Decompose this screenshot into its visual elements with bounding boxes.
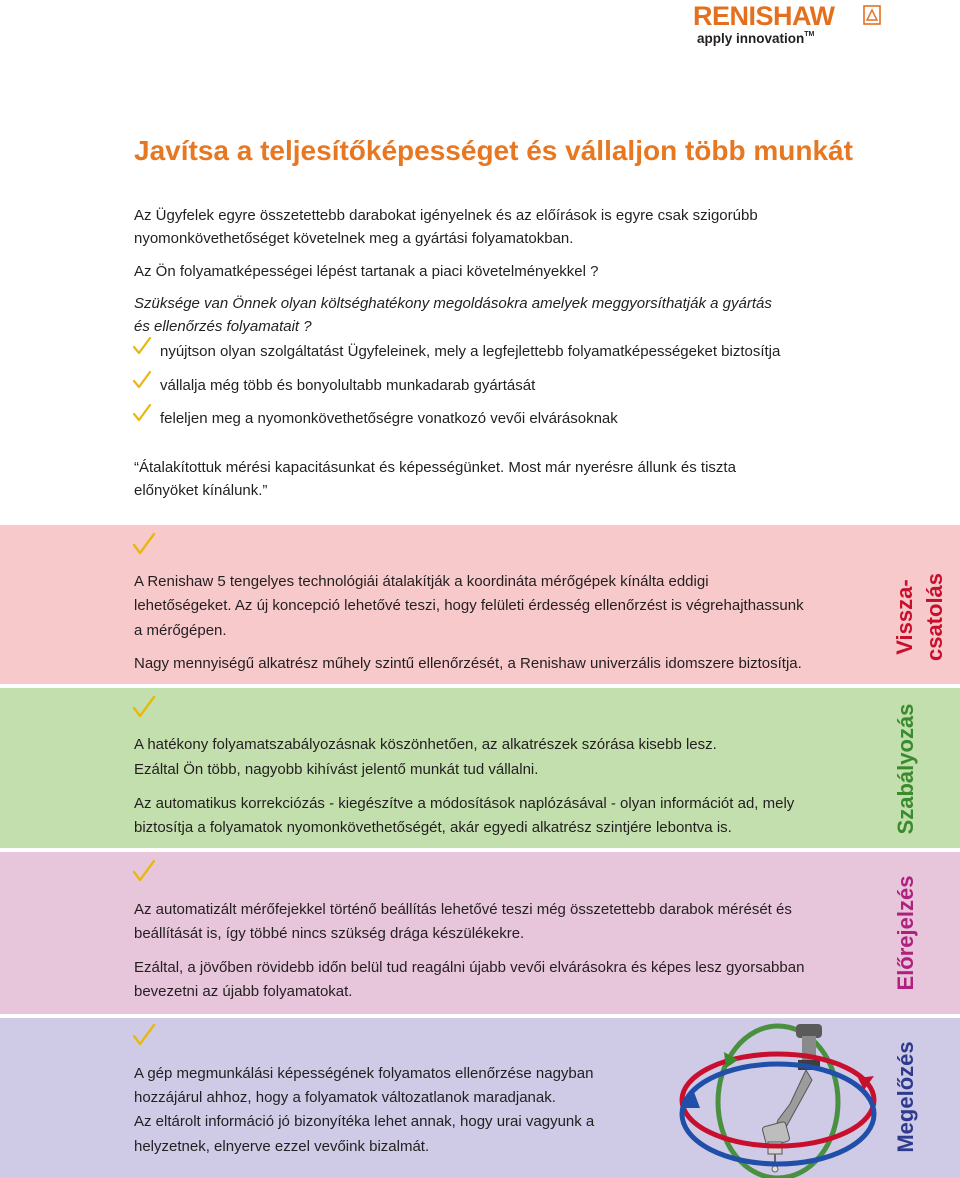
side-label-feedback bbox=[890, 547, 950, 687]
side-label-control: Szabályozás bbox=[893, 703, 918, 835]
band-text-line: biztosítja a folyamatok nyomonkövethetőségét, akár egyedi alkatrész szintjére lebontva is. bbox=[134, 819, 732, 836]
bullet-item-2: vállalja még több és bonyolultabb munkadarab gyártását bbox=[160, 377, 536, 394]
intro-paragraph-3-line-2: és ellenőrzés folyamatait ? bbox=[134, 318, 312, 335]
page-title: Javítsa a teljesítőképességet és vállaljon több munkát bbox=[134, 135, 853, 166]
logo-wordmark: RENISHAW bbox=[693, 1, 835, 31]
band-text-line: Ezáltal Ön több, nagyobb kihívást jelentő munkát tud vállalni. bbox=[134, 761, 539, 778]
checkmark-icon bbox=[132, 370, 152, 390]
trademark-mark: TM bbox=[804, 31, 815, 38]
probe-rotation-illustration bbox=[678, 1020, 878, 1178]
checkmark-icon bbox=[132, 532, 156, 556]
renishaw-logo bbox=[693, 2, 889, 46]
side-label-prevention: Megelőzés bbox=[893, 1041, 918, 1153]
control-band bbox=[0, 688, 960, 848]
bullet-item-3: feleljen meg a nyomonkövethetőségre vonatkozó vevői elvárásoknak bbox=[160, 410, 618, 427]
band-text-line: A Renishaw 5 tengelyes technológiái átalakítják a koordináta mérőgépek kínálta eddigi bbox=[134, 573, 709, 590]
band-text-line: Az eltárolt információ jó bizonyítéka lehet annak, hogy urai vagyunk a bbox=[134, 1113, 595, 1130]
quote-line-2: előnyöket kínálunk.” bbox=[134, 482, 268, 499]
intro-paragraph-2: Az Ön folyamatképességei lépést tartanak a piaci követelményekkel ? bbox=[134, 263, 599, 280]
intro-paragraph-3-line-1: Szüksége van Önnek olyan költséghatékony megoldásokra amelyek meggyorsíthatják a gyártás bbox=[134, 295, 772, 312]
checkmark-icon bbox=[132, 336, 152, 356]
side-label-forecast: Előrejelzés bbox=[893, 875, 918, 991]
logo-emblem-icon bbox=[863, 5, 881, 25]
band-text-line: A gép megmunkálási képességének folyamatos ellenőrzése nagyban bbox=[134, 1065, 594, 1082]
side-label-feedback-line-2: csatolás bbox=[922, 572, 947, 662]
logo-tagline-text: apply innovation bbox=[697, 31, 805, 46]
band-text-line: lehetőségeket. Az új koncepció lehetővé teszi, hogy felületi érdesség ellenőrzést is végrehajthassunk bbox=[134, 597, 804, 614]
band-text-line: hozzájárul ahhoz, hogy a folyamatok változatlanok maradjanak. bbox=[134, 1089, 556, 1106]
band-text-line: beállítását is, így többé nincs szükség drága készülékekre. bbox=[134, 925, 525, 942]
quote-line-1: “Átalakítottuk mérési kapacitásunkat és képességünket. Most már nyerésre állunk és tiszta bbox=[134, 459, 736, 476]
logo-tagline bbox=[697, 31, 814, 47]
band-text-line: helyzetnek, elnyerve ezzel vevőink bizalmát. bbox=[134, 1138, 430, 1155]
feedback-band bbox=[0, 525, 960, 684]
band-text-line: a mérőgépen. bbox=[134, 622, 227, 639]
intro-paragraph-1-line-2: nyomonkövethetőséget követelnek meg a gyártási folyamatokban. bbox=[134, 230, 574, 247]
checkmark-icon bbox=[132, 859, 156, 883]
band-text-line: bevezetni az újabb folyamatokat. bbox=[134, 983, 353, 1000]
band-text-line: A hatékony folyamatszabályozásnak köszönhetően, az alkatrészek szórása kisebb lesz. bbox=[134, 736, 717, 753]
band-text-line: Ezáltal, a jövőben rövidebb időn belül tud reagálni újabb vevői elvárásokra és képes lesz gyorsabban bbox=[134, 959, 805, 976]
bullet-item-1: nyújtson olyan szolgáltatást Ügyfeleinek, mely a legfejlettebb folyamatképességeket biztosítja bbox=[160, 343, 781, 360]
checkmark-icon bbox=[132, 695, 156, 719]
checkmark-icon bbox=[132, 1023, 156, 1047]
forecast-band bbox=[0, 852, 960, 1014]
band-text-line: Az automatizált mérőfejekkel történő beállítás lehetővé teszi még összetettebb darabok mérését és bbox=[134, 901, 792, 918]
intro-paragraph-1-line-1: Az Ügyfelek egyre összetettebb darabokat igényelnek és az előírások is egyre csak szigorúbb bbox=[134, 207, 758, 224]
side-label-feedback-line-1: Vissza- bbox=[892, 579, 917, 655]
band-text-line: Nagy mennyiségű alkatrész műhely szintű ellenőrzését, a Renishaw univerzális idomszere biztosítja. bbox=[134, 655, 802, 672]
checkmark-icon bbox=[132, 403, 152, 423]
band-text-line: Az automatikus korrekciózás - kiegészítve a módosítások naplózásával - olyan információt ad, mely bbox=[134, 795, 795, 812]
